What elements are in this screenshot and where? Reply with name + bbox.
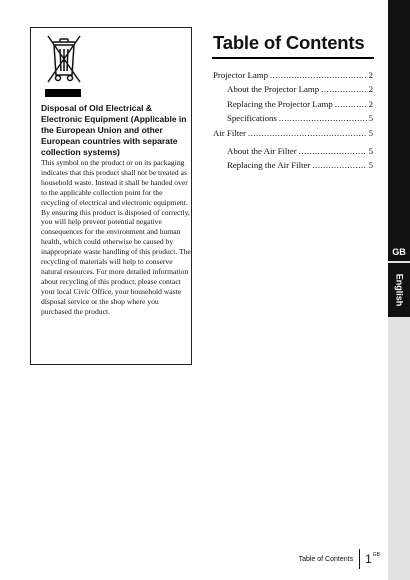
toc-list [213, 68, 373, 173]
language-name-label: English [394, 273, 405, 307]
toc-entry-label: Air Filter [213, 127, 246, 138]
toc-entry[interactable] [213, 68, 373, 82]
side-tab-black-band [388, 0, 410, 243]
toc-entry-page: 2 [368, 98, 373, 109]
language-code-label: GB [388, 243, 410, 261]
toc-leader-dots [248, 126, 367, 140]
toc-title: Table of Contents [213, 32, 365, 53]
footer-page-suffix: GB [372, 552, 380, 558]
toc-leader-dots [312, 158, 366, 172]
footer-divider [359, 549, 360, 569]
toc-entry[interactable] [213, 158, 373, 172]
toc-entry-page: 5 [368, 127, 373, 138]
weee-black-bar [45, 89, 81, 97]
toc-entry-page: 2 [368, 84, 373, 95]
footer-section-label: Table of Contents [298, 555, 354, 563]
toc-title-rule [212, 57, 374, 59]
toc-entry-label: About the Air Filter [227, 145, 297, 156]
toc-entry-label: Replacing the Air Filter [227, 160, 311, 171]
language-name-tab [388, 263, 410, 317]
toc-entry-page: 5 [368, 113, 373, 124]
disposal-title: Disposal of Old Electrical & Electronic Equipment (Applicable in the European Union and other European countries with separate collection systems) [41, 103, 187, 157]
toc-entry[interactable] [213, 126, 373, 140]
toc-entry-label: Specifications [227, 113, 277, 124]
toc-entry[interactable] [213, 111, 373, 125]
language-side-tab [388, 0, 410, 580]
toc-leader-dots [299, 144, 367, 158]
toc-entry-page: 5 [368, 160, 373, 171]
weee-disposal-notice [30, 27, 192, 365]
toc-leader-dots [321, 82, 366, 96]
toc-entry-page: 2 [368, 70, 373, 80]
page-footer [250, 548, 380, 570]
footer-page-number: 1 [365, 552, 372, 566]
toc-entry-label: About the Projector Lamp [227, 84, 320, 95]
toc-entry[interactable] [213, 144, 373, 158]
crossed-out-wheelie-bin-icon [45, 33, 83, 85]
toc-entry[interactable] [213, 97, 373, 111]
toc-entry-label: Projector Lamp [213, 70, 268, 80]
disposal-body: This symbol on the product or on its packaging indicates that this product shall not be treated as household waste. Instead it shall be handed over to the applicable collection point for the recycling of electrical and electronic equipment. By ensuring this product is disposed of correctly, you will help prevent potential negative consequences for the environment and human health, which could otherwise be caused by inappropriate waste handling of this product. The recycling of materials will help to conserve natural resources. For more detailed information about recycling of this product, please contact your local Civic Office, your household waste disposal service or the shop where you purchased the product. [41, 158, 191, 316]
toc-leader-dots [270, 68, 367, 82]
toc-entry-page: 5 [368, 145, 373, 156]
toc-entry-label: Replacing the Projector Lamp [227, 98, 333, 109]
toc-entry[interactable] [213, 82, 373, 96]
toc-leader-dots [335, 97, 367, 111]
toc-leader-dots [279, 111, 367, 125]
